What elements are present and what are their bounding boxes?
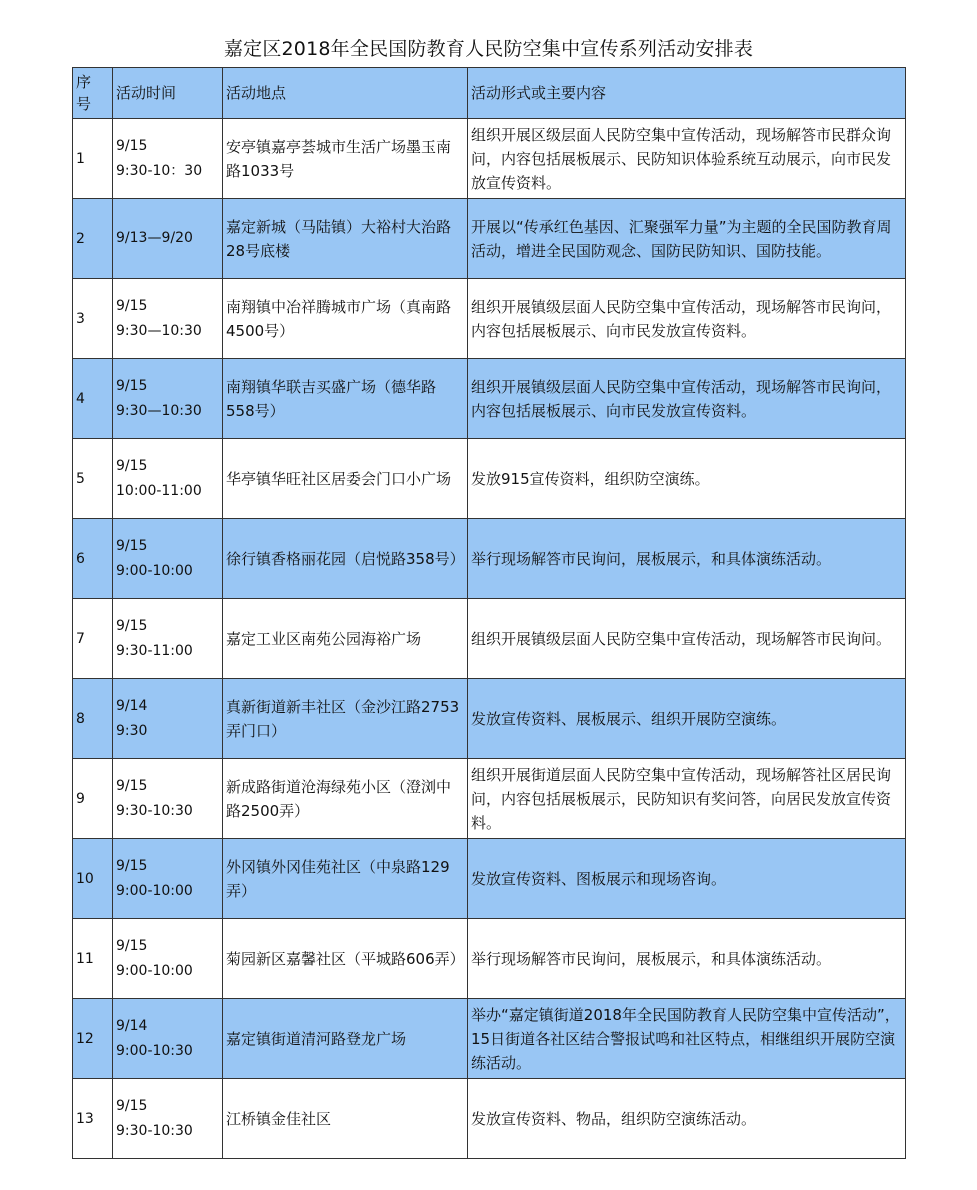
row-time-range: 9:30-10:30 [116, 1122, 193, 1139]
row-date: 9/14 [116, 1017, 148, 1034]
row-place: 菊园新区嘉馨社区（平城路606弄） [223, 919, 468, 999]
row-time-range: 9:30 [116, 722, 148, 739]
row-number: 9 [73, 759, 113, 839]
row-date: 9/13—9/20 [116, 230, 193, 246]
row-date: 9/14 [116, 697, 148, 714]
table-row [73, 199, 906, 279]
row-number: 10 [73, 839, 113, 919]
row-time [113, 599, 223, 679]
header-activity-time: 活动时间 [113, 68, 223, 119]
row-time [113, 759, 223, 839]
row-time-range: 9:00-10:00 [116, 882, 193, 899]
row-date: 9/15 [116, 137, 148, 154]
row-time [113, 119, 223, 199]
row-place: 华亭镇华旺社区居委会门口小广场 [223, 439, 468, 519]
row-content: 发放宣传资料、物品，组织防空演练活动。 [468, 1079, 906, 1159]
table-row [73, 679, 906, 759]
row-time [113, 679, 223, 759]
row-content: 发放宣传资料、展板展示、组织开展防空演练。 [468, 679, 906, 759]
header-activity-place: 活动地点 [223, 68, 468, 119]
row-time [113, 999, 223, 1079]
row-content: 组织开展街道层面人民防空集中宣传活动，现场解答社区居民询问，内容包括展板展示，民防知识有奖问答，向居民发放宣传资料。 [468, 759, 906, 839]
row-content: 开展以“传承红色基因、汇聚强军力量”为主题的全民国防教育周活动，增进全民国防观念、国防民防知识、国防技能。 [468, 199, 906, 279]
row-time [113, 359, 223, 439]
row-time [113, 439, 223, 519]
row-number: 13 [73, 1079, 113, 1159]
row-time [113, 279, 223, 359]
row-number: 2 [73, 199, 113, 279]
table-row [73, 759, 906, 839]
row-time-range: 9:30-11:00 [116, 642, 193, 659]
row-time-range: 10:00-11:00 [116, 482, 202, 499]
header-sequence-number [73, 68, 113, 119]
table-row [73, 839, 906, 919]
row-number: 1 [73, 119, 113, 199]
table-row [73, 599, 906, 679]
row-content: 举行现场解答市民询问，展板展示，和具体演练活动。 [468, 519, 906, 599]
table-body [73, 119, 906, 1159]
row-content: 组织开展镇级层面人民防空集中宣传活动，现场解答市民询问，内容包括展板展示、向市民发放宣传资料。 [468, 359, 906, 439]
row-place: 新成路街道沧海绿苑小区（澄浏中路2500弄） [223, 759, 468, 839]
row-content: 举行现场解答市民询问，展板展示，和具体演练活动。 [468, 919, 906, 999]
row-time-range: 9:00-10:00 [116, 562, 193, 579]
row-place: 安亭镇嘉亭荟城市生活广场墨玉南路1033号 [223, 119, 468, 199]
table-header-row [73, 68, 906, 119]
row-date: 9/15 [116, 457, 148, 474]
row-place: 江桥镇金佳社区 [223, 1079, 468, 1159]
row-date: 9/15 [116, 1097, 148, 1114]
row-place: 嘉定镇街道清河路登龙广场 [223, 999, 468, 1079]
row-number: 5 [73, 439, 113, 519]
row-time [113, 519, 223, 599]
row-time-range: 9:30-10：30 [116, 162, 203, 179]
row-number: 4 [73, 359, 113, 439]
table-row [73, 119, 906, 199]
row-time [113, 839, 223, 919]
row-content: 发放915宣传资料，组织防空演练。 [468, 439, 906, 519]
row-place: 嘉定新城（马陆镇）大裕村大治路28号底楼 [223, 199, 468, 279]
row-number: 12 [73, 999, 113, 1079]
row-place: 南翔镇华联吉买盛广场（德华路558号） [223, 359, 468, 439]
header-sequence-line1: 序 [76, 73, 92, 91]
row-number: 7 [73, 599, 113, 679]
row-date: 9/15 [116, 857, 148, 874]
row-date: 9/15 [116, 537, 148, 554]
row-content: 组织开展镇级层面人民防空集中宣传活动，现场解答市民询问。 [468, 599, 906, 679]
header-activity-content: 活动形式或主要内容 [468, 68, 906, 119]
row-time-range: 9:30-10:30 [116, 802, 193, 819]
table-row [73, 1079, 906, 1159]
row-place: 徐行镇香格丽花园（启悦路358号） [223, 519, 468, 599]
row-time [113, 199, 223, 279]
table-row [73, 919, 906, 999]
row-date: 9/15 [116, 377, 148, 394]
table-row [73, 359, 906, 439]
row-date: 9/15 [116, 297, 148, 314]
document-title: 嘉定区2018年全民国防教育人民防空集中宣传系列活动安排表 [223, 38, 754, 60]
row-number: 11 [73, 919, 113, 999]
row-time [113, 1079, 223, 1159]
row-number: 3 [73, 279, 113, 359]
row-place: 嘉定工业区南苑公园海裕广场 [223, 599, 468, 679]
table-row [73, 519, 906, 599]
row-date: 9/15 [116, 937, 148, 954]
row-date: 9/15 [116, 617, 148, 634]
activity-schedule-table [72, 67, 906, 1159]
row-number: 6 [73, 519, 113, 599]
row-place: 外冈镇外冈佳苑社区（中泉路129弄） [223, 839, 468, 919]
header-sequence-line2: 号 [76, 95, 92, 113]
row-time-range: 9:30—10:30 [116, 402, 202, 419]
table-row [73, 439, 906, 519]
row-content: 组织开展区级层面人民防空集中宣传活动，现场解答市民群众询问，内容包括展板展示、民防知识体验系统互动展示，向市民发放宣传资料。 [468, 119, 906, 199]
row-content: 举办“嘉定镇街道2018年全民国防教育人民防空集中宣传活动”，15日街道各社区结合警报试鸣和社区特点，相继组织开展防空演练活动。 [468, 999, 906, 1079]
row-date: 9/15 [116, 777, 148, 794]
row-time [113, 919, 223, 999]
row-number: 8 [73, 679, 113, 759]
row-content: 组织开展镇级层面人民防空集中宣传活动，现场解答市民询问，内容包括展板展示、向市民发放宣传资料。 [468, 279, 906, 359]
row-place: 真新街道新丰社区（金沙江路2753弄门口） [223, 679, 468, 759]
row-place: 南翔镇中冶祥腾城市广场（真南路4500号） [223, 279, 468, 359]
row-content: 发放宣传资料、图板展示和现场咨询。 [468, 839, 906, 919]
table-row [73, 279, 906, 359]
table-row [73, 999, 906, 1079]
row-time-range: 9:00-10:00 [116, 962, 193, 979]
row-time-range: 9:00-10:30 [116, 1042, 193, 1059]
row-time-range: 9:30—10:30 [116, 322, 202, 339]
